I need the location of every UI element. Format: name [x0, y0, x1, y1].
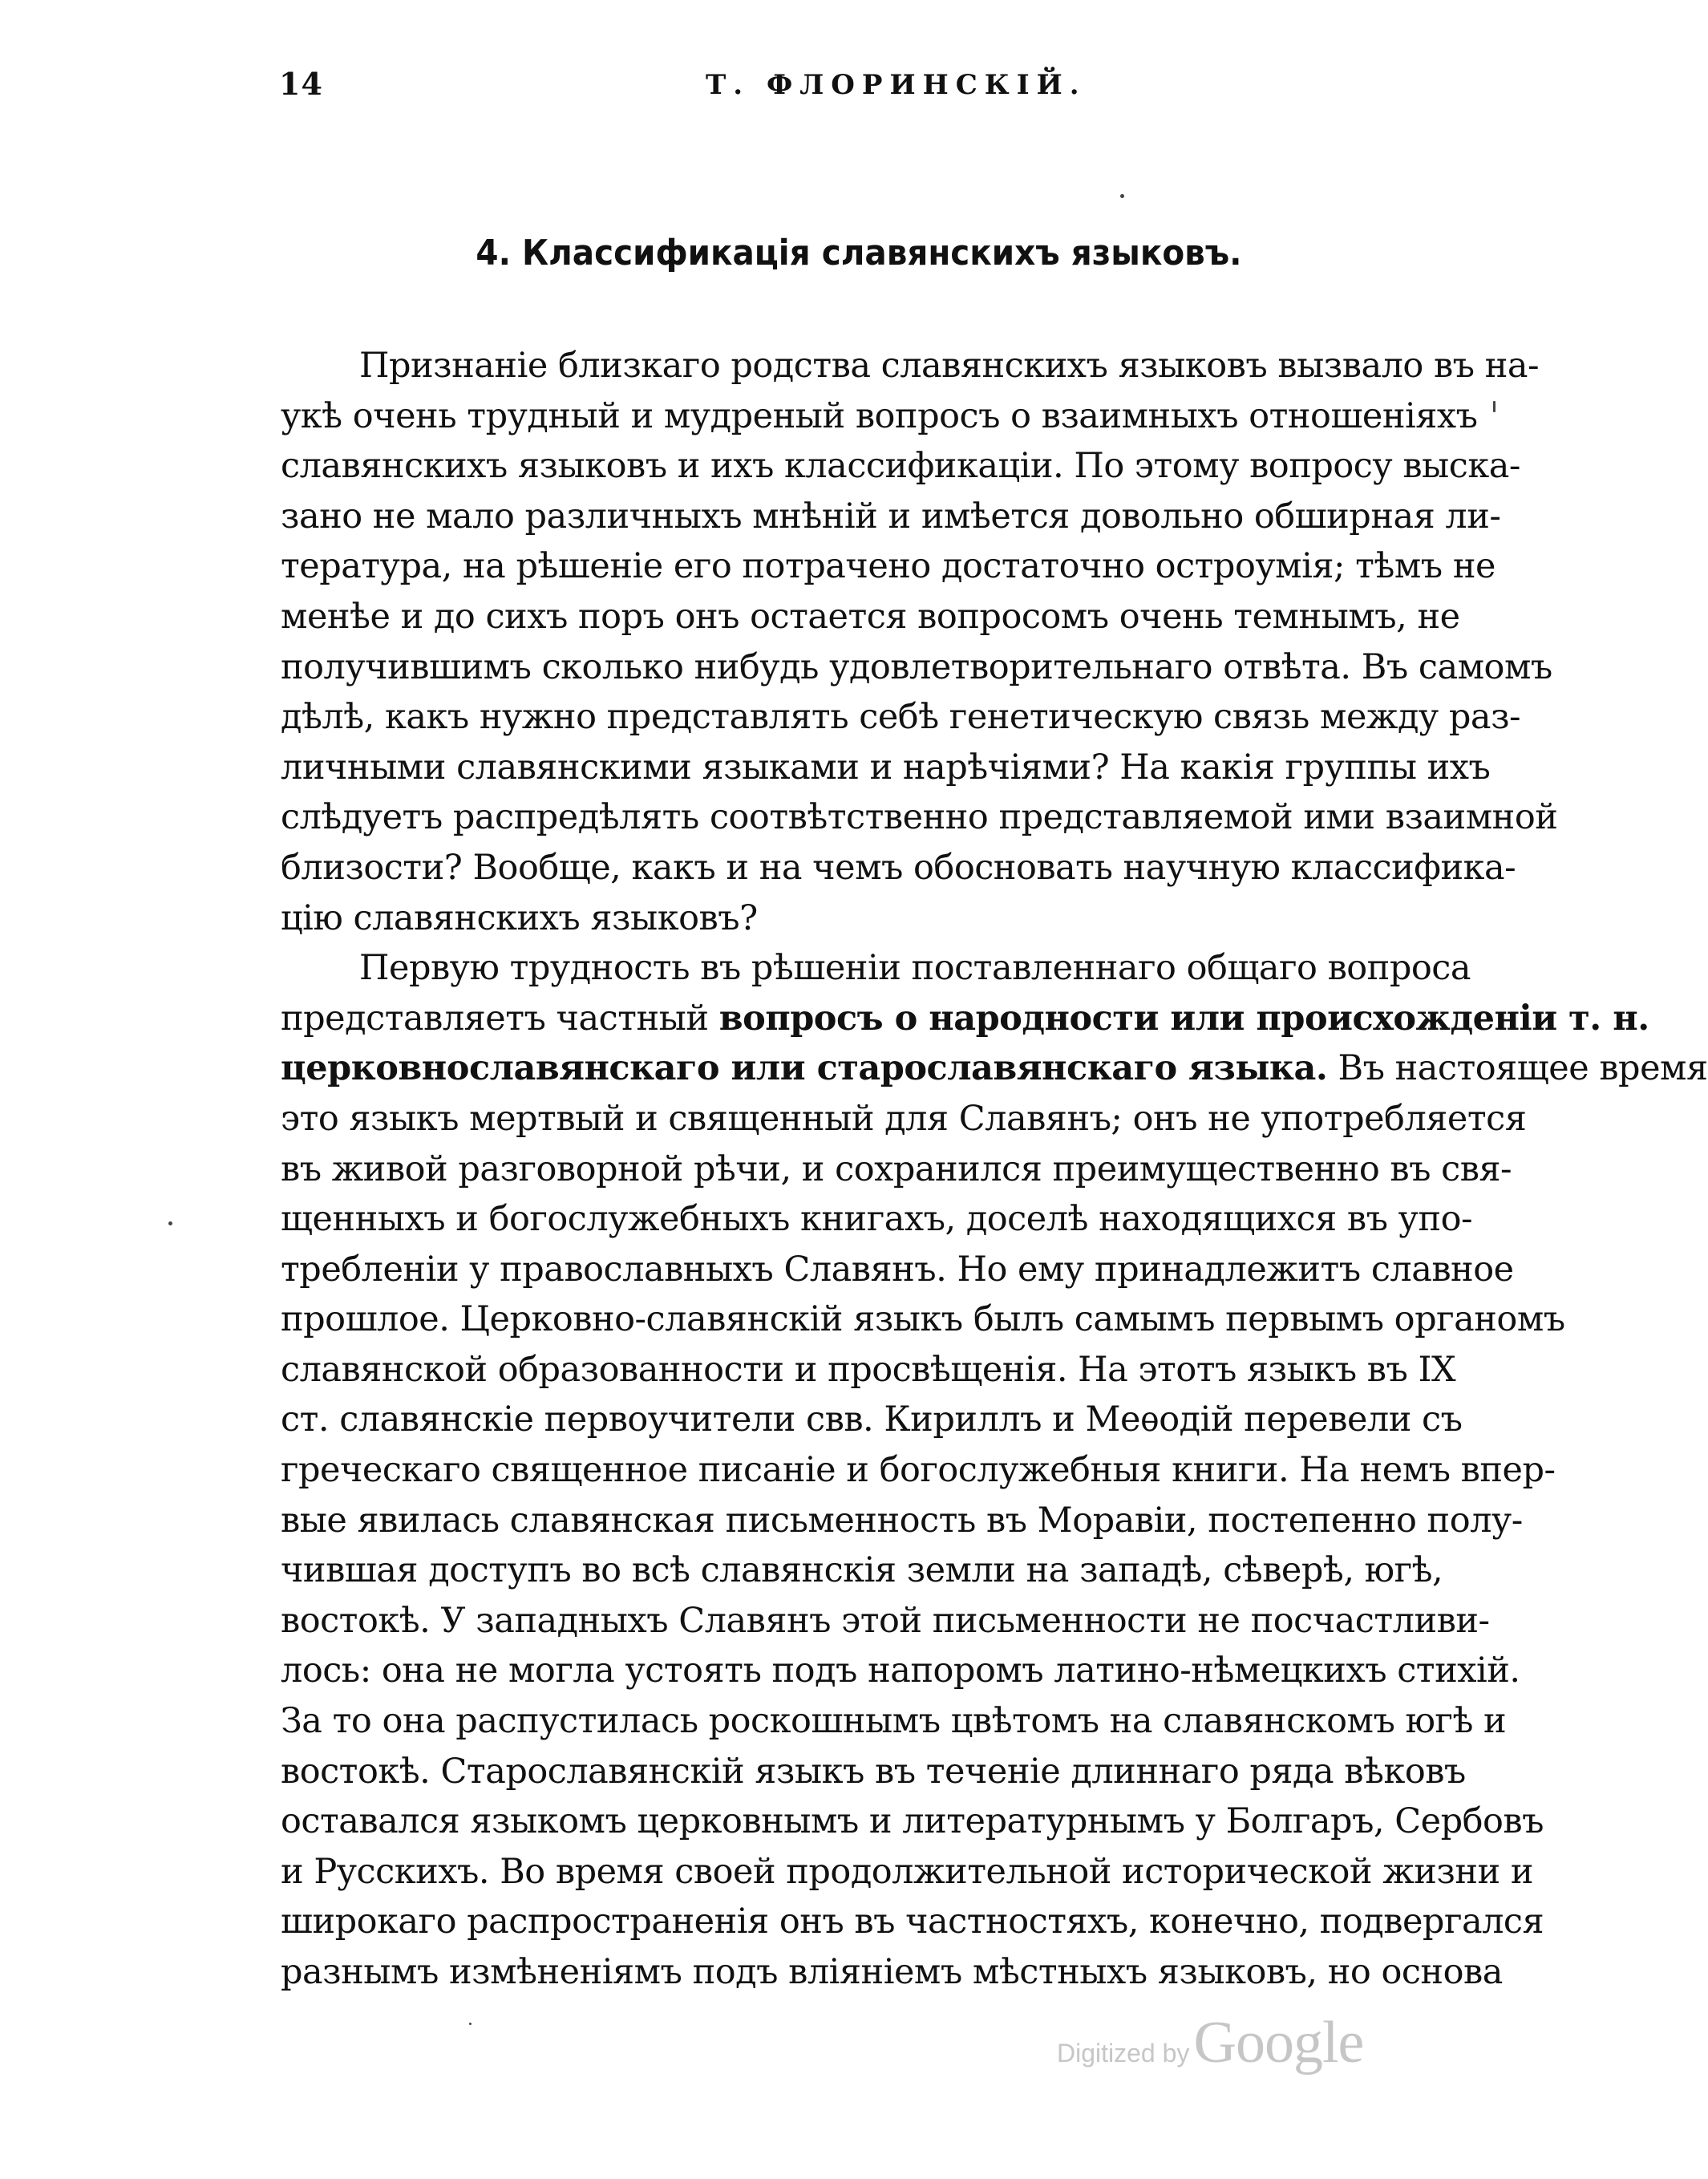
text-line: востокѣ. У западныхъ Славянъ этой письменности не посчастливи-	[281, 1600, 1490, 1641]
text-line: востокѣ. Старославянскій языкъ въ теченіе длиннаго ряда вѣковъ	[281, 1751, 1466, 1792]
text-line: чившая доступъ во всѣ славянскія земли на западѣ, сѣверѣ, югѣ,	[281, 1550, 1443, 1591]
text-line: оставался языкомъ церковнымъ и литературнымъ у Болгаръ, Сербовъ	[281, 1801, 1544, 1842]
body-text	[281, 341, 1708, 1998]
section-title: 4. Классификація славянскихъ языковъ.	[476, 233, 1242, 273]
text-run: представляетъ частный	[281, 998, 719, 1039]
scan-speck	[469, 2023, 472, 2025]
text-line: лось: она не могла устоять подъ напоромъ латино-нѣмецкихъ стихій.	[281, 1650, 1520, 1691]
digitized-by-text: Digitized by	[1057, 2039, 1190, 2068]
scan-speck	[1493, 401, 1496, 412]
running-title: Т. ФЛОРИНСКІЙ.	[706, 69, 1087, 101]
text-line: Признаніе близкаго родства славянскихъ языковъ вызвало въ на-	[359, 346, 1540, 386]
text-line: дѣлѣ, какъ нужно представлять себѣ генетическую связь между раз-	[281, 697, 1521, 738]
text-line: въ живой разговорной рѣчи, и сохранился преимущественно въ свя-	[281, 1148, 1512, 1189]
bold-term: церковнославянскаго или старославянскаго языка.	[281, 1048, 1328, 1089]
text-line: личными славянскими языками и нарѣчіями? На какія группы ихъ	[281, 747, 1491, 788]
text-line: прошлое. Церковно-славянскій языкъ былъ самымъ первымъ органомъ	[281, 1299, 1565, 1340]
text-line: славянской образованности и просвѣщенія. На этотъ языкъ въ IX	[281, 1349, 1456, 1390]
text-line	[281, 994, 1649, 1044]
scan-speck	[1120, 194, 1124, 198]
text-line: разнымъ измѣненіямъ подъ вліяніемъ мѣстныхъ языковъ, но основа	[281, 1952, 1503, 1992]
text-line: слѣдуетъ распредѣлять соотвѣтственно представляемой ими взаимной	[281, 797, 1558, 838]
text-line: цію славянскихъ языковъ?	[281, 897, 758, 938]
text-line: щенныхъ и богослужебныхъ книгахъ, доселѣ находящихся въ упо-	[281, 1199, 1473, 1240]
text-line: За то она распустилась роскошнымъ цвѣтомъ на славянскомъ югѣ и	[281, 1701, 1507, 1742]
text-line: это языкъ мертвый и священный для Славянъ; онъ не употребляется	[281, 1098, 1527, 1139]
text-line: вые явилась славянская письменность въ Моравіи, постепенно полу-	[281, 1500, 1523, 1541]
text-line: тература, на рѣшеніе его потрачено достаточно остроумія; тѣмъ не	[281, 546, 1496, 587]
google-watermark	[1057, 2009, 1363, 2077]
text-line: греческаго священное писаніе и богослужебныя книги. На немъ впер-	[281, 1450, 1556, 1491]
bold-term: вопросъ о народности или происхожденіи т. н.	[718, 998, 1649, 1039]
text-line: и Русскихъ. Во время своей продолжительной исторической жизни и	[281, 1851, 1534, 1892]
text-line: укѣ очень трудный и мудреный вопросъ о взаимныхъ отношеніяхъ	[281, 395, 1478, 436]
text-line: славянскихъ языковъ и ихъ классификаціи. По этому вопросу выска-	[281, 446, 1520, 487]
scan-speck	[168, 1221, 172, 1225]
text-line: широкаго распространенія онъ въ частностяхъ, конечно, подвергался	[281, 1902, 1544, 1942]
text-run: Въ настоящее время	[1327, 1048, 1708, 1089]
google-logo: Google	[1193, 2010, 1364, 2076]
text-line: получившимъ сколько нибудь удовлетворительнаго отвѣта. Въ самомъ	[281, 646, 1552, 687]
text-line: зано не мало различныхъ мнѣній и имѣется довольно обширная ли-	[281, 496, 1501, 537]
page-number: 14	[279, 66, 323, 102]
text-line: Первую трудность въ рѣшеніи поставленнаго общаго вопроса	[359, 948, 1471, 989]
text-line: близости? Вообще, какъ и на чемъ обосновать научную классифика-	[281, 847, 1516, 888]
text-line: требленіи у православныхъ Славянъ. Но ему принадлежитъ славное	[281, 1249, 1514, 1290]
text-line	[281, 1043, 1708, 1094]
text-line: ст. славянскіе первоучители свв. Кириллъ и Меѳодій перевели съ	[281, 1399, 1463, 1440]
text-line: менѣе и до сихъ поръ онъ остается вопросомъ очень темнымъ, не	[281, 596, 1460, 637]
